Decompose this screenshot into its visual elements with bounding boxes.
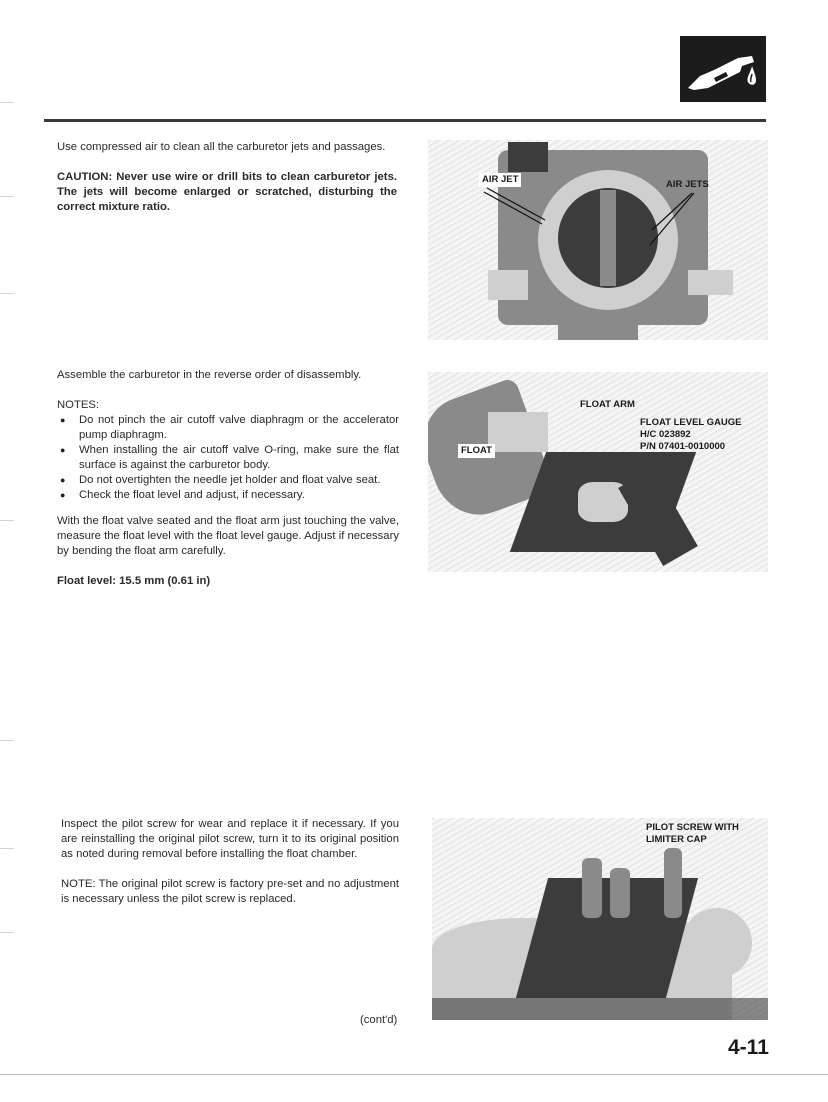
float-label: FLOAT	[458, 444, 495, 458]
footer-rule	[0, 1074, 828, 1075]
pilot-screw-label	[646, 822, 739, 846]
gauge-label-line: FLOAT LEVEL GAUGE	[640, 417, 742, 428]
pilot-label-line: PILOT SCREW WITH	[646, 822, 739, 833]
section-pilot-screw	[61, 817, 399, 907]
float-procedure: With the float valve seated and the float arm just touching the valve, measure the float level with the float level gauge. Adjust if necessary by bending the float arm carefully.	[57, 515, 399, 557]
notes-list	[57, 413, 399, 503]
notes-heading: NOTES:	[57, 399, 100, 411]
figure-pilot-screw	[432, 818, 768, 1020]
caution-text: CAUTION: Never use wire or drill bits to clean carburetor jets. The jets will become enlarged or scratched, disturbing the correct mixture ratio.	[57, 171, 397, 213]
note-item: ● Check the float level and adjust, if necessary.	[57, 488, 399, 503]
air-jet-label: AIR JET	[479, 173, 521, 187]
continued-marker: (cont'd)	[360, 1014, 398, 1026]
gauge-label-line: H/C 023892	[640, 429, 691, 440]
assemble-intro: Assemble the carburetor in the reverse order of disassembly.	[57, 369, 362, 381]
note-item: ● Do not pinch the air cutoff valve diaphragm or the accelerator pump diaphragm.	[57, 413, 399, 443]
pilot-screw-paragraph: Inspect the pilot screw for wear and replace it if necessary. If you are reinstalling the original pilot screw, turn it to its original position as noted during removal before installing the float chamber.	[61, 818, 399, 860]
gauge-label-line: P/N 07401-0010000	[640, 441, 726, 452]
page-number: 4-11	[728, 1036, 769, 1059]
float-arm-label: FLOAT ARM	[580, 399, 635, 410]
pilot-screw-note: NOTE: The original pilot screw is factory pre-set and no adjustment is necessary unless the pilot screw is replaced.	[61, 878, 399, 905]
section-assemble	[57, 368, 399, 589]
clean-jets-paragraph: Use compressed air to clean all the carburetor jets and passages.	[57, 141, 386, 153]
float-level-gauge-label	[640, 417, 742, 453]
float-level-spec: Float level: 15.5 mm (0.61 in)	[57, 575, 211, 587]
air-jets-label: AIR JETS	[666, 179, 709, 190]
pilot-label-line: LIMITER CAP	[646, 834, 707, 845]
note-item: ● When installing the air cutoff valve O-ring, make sure the flat surface is against the carburetor body.	[57, 443, 399, 473]
note-item: ● Do not overtighten the needle jet holder and float valve seat.	[57, 473, 399, 488]
